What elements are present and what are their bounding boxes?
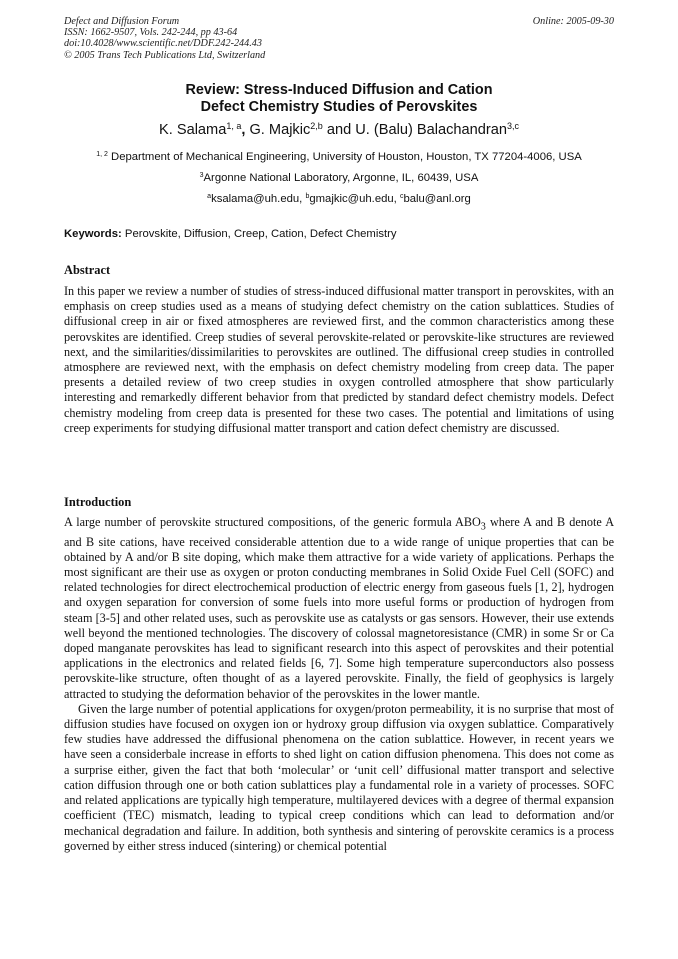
author-and: and <box>322 122 356 138</box>
intro-paragraph-1 <box>64 515 614 702</box>
email-c[interactable]: balu@anl.org <box>403 193 471 205</box>
author-separator: , <box>241 122 246 138</box>
abstract-heading: Abstract <box>64 263 111 277</box>
keywords <box>64 227 614 241</box>
author-2: G. Majkic <box>245 122 311 138</box>
abstract-body <box>64 284 614 436</box>
email-a[interactable]: ksalama@uh.edu, <box>211 193 306 205</box>
keywords-label: Keywords: <box>64 228 122 240</box>
online-date: Online: 2005-09-30 <box>532 16 614 27</box>
affiliation-1-text: Department of Mechanical Engineering, University of Houston, Houston, TX 77204-4006, USA <box>107 151 582 163</box>
copyright: © 2005 Trans Tech Publications Ltd, Switzerland <box>64 49 266 61</box>
journal-name: Defect and Diffusion Forum <box>64 16 180 27</box>
email-b[interactable]: gmajkic@uh.edu, <box>309 193 400 205</box>
affiliation-2-marker: 3 <box>199 172 204 179</box>
author-2-affil: 2,b <box>310 121 323 131</box>
email-a-marker: a <box>207 193 212 200</box>
affiliation-1-marker: 1, 2 <box>96 151 108 158</box>
affiliation-2 <box>64 171 614 185</box>
author-1-affil: 1, a <box>226 121 242 131</box>
intro-paragraph-2: Given the large number of potential applications for oxygen/proton permeability, it is no surprise that most of diffusion studies have focused on oxygen ion or hydroxy group diffusion via oxygen sublattice. Comparatively few studies have addressed the diffusional phenomena on the cation sublattice. However, in recent years we have seen a considerbale increase in efforts to shed light on cation diffusion phenomena. This does not come as a surprise either, given the fact that both ‘molecular’ or ‘unit cell’ diffusional matter transport and selective cation diffusion through one or both cation sublattices play a fundamental role in a variety of processes. SOFC and related applications are typically high temperature, multilayered devices with a degree of thermal expansion coefficient (TEC) mismatch, leading to typical creep conditions which can lead to deformation and/or mechanical degradation and failure. In addition, both synthesis and sintering of perovskite ceramics is a process governed by either stress induced (sintering) or chemical potential <box>64 701 614 853</box>
email-c-marker: c <box>399 193 404 200</box>
issn: ISSN: 1662-9507, Vols. 242-244, pp 43-64 <box>64 27 238 39</box>
author-emails <box>64 192 614 206</box>
intro-p1-part-a: A large number of perovskite structured compositions, of the generic formula ABO <box>64 515 481 529</box>
introduction-body <box>64 515 614 854</box>
title-line-1: Review: Stress-Induced Diffusion and Cation <box>185 82 493 98</box>
doi[interactable]: doi:10.4028/www.scientific.net/DDF.242-244.43 <box>64 38 262 50</box>
author-1: K. Salama <box>159 122 227 138</box>
affiliation-1 <box>64 150 614 164</box>
formula-subscript: 3 <box>480 521 486 533</box>
paper-title <box>64 82 614 116</box>
keywords-text: Perovskite, Diffusion, Creep, Cation, Defect Chemistry <box>121 228 397 240</box>
author-3: U. (Balu) Balachandran <box>355 122 507 138</box>
email-b-marker: b <box>305 193 310 200</box>
publication-info <box>64 16 404 61</box>
introduction-heading: Introduction <box>64 495 132 509</box>
affiliation-2-text: Argonne National Laboratory, Argonne, IL, 60439, USA <box>203 172 479 184</box>
title-line-2: Defect Chemistry Studies of Perovskites <box>200 99 478 115</box>
author-list <box>64 121 614 139</box>
intro-p1-part-b: where A and B denote A and B site cations, have received considerable attention due to a wide range of unique properties that can be obtained by A and/or B site doping, which make them attractive for a wide variety of applications. Perhaps the most significant are their use as oxygen or proton conducting membranes in Solid Oxide Fuel Cell (SOFC) and related technologies for direct electrochemical production of electric energy from gaseous fuels [1, 2], hydrogen and oxygen separation for conversion of some fuels into more useful forms or production of hydrogen from steam [3-5] and other related uses, such as perovskite use as catalysts or gas sensors. However, their use extends well beyond the mentioned technologies. The discovery of colossal magnetoresistance (CMR) in some Sr or Ca doped manganate perovskites has lead to significant research into this aspect of perovskites and their potential applications in the electronics and related fields [6, 7]. Some high temperature superconductors also possess perovskite-like structure, often thought of as a layered perovskite. Finally, the field of geophysics is largely attracted to studying the deformation behavior of the perovskites in the lower mantle. <box>64 515 614 701</box>
author-3-affil: 3,c <box>506 121 519 131</box>
abstract-paragraph: In this paper we review a number of studies of stress-induced diffusional matter transport in perovskites, with an emphasis on creep studies used as a means of studying defect chemistry on the cation sublattices. Studies of diffusional creep in air or fixed atmospheres are reviewed first, and the common characteristics among these perovskites are identified. Creep studies of several perovskite-related or perovskite-like structures are reviewed next, and the similarities/dissimilarities to perovskites are outlined. The diffusional creep studies in controlled atmosphere are reviewed next, with the emphasis on defect chemistry modeling from creep data. The paper presents a detailed review of two creep studies in oxygen controlled atmosphere that show particularly interesting and remarkedly different behavior from that predicted by standard defect chemistry models. Defect chemistry modeling from creep data is presented for these two cases. The potential and limitations of using creep experiments for studying diffusional matter transport and cation defect chemistry are discussed. <box>64 284 614 435</box>
